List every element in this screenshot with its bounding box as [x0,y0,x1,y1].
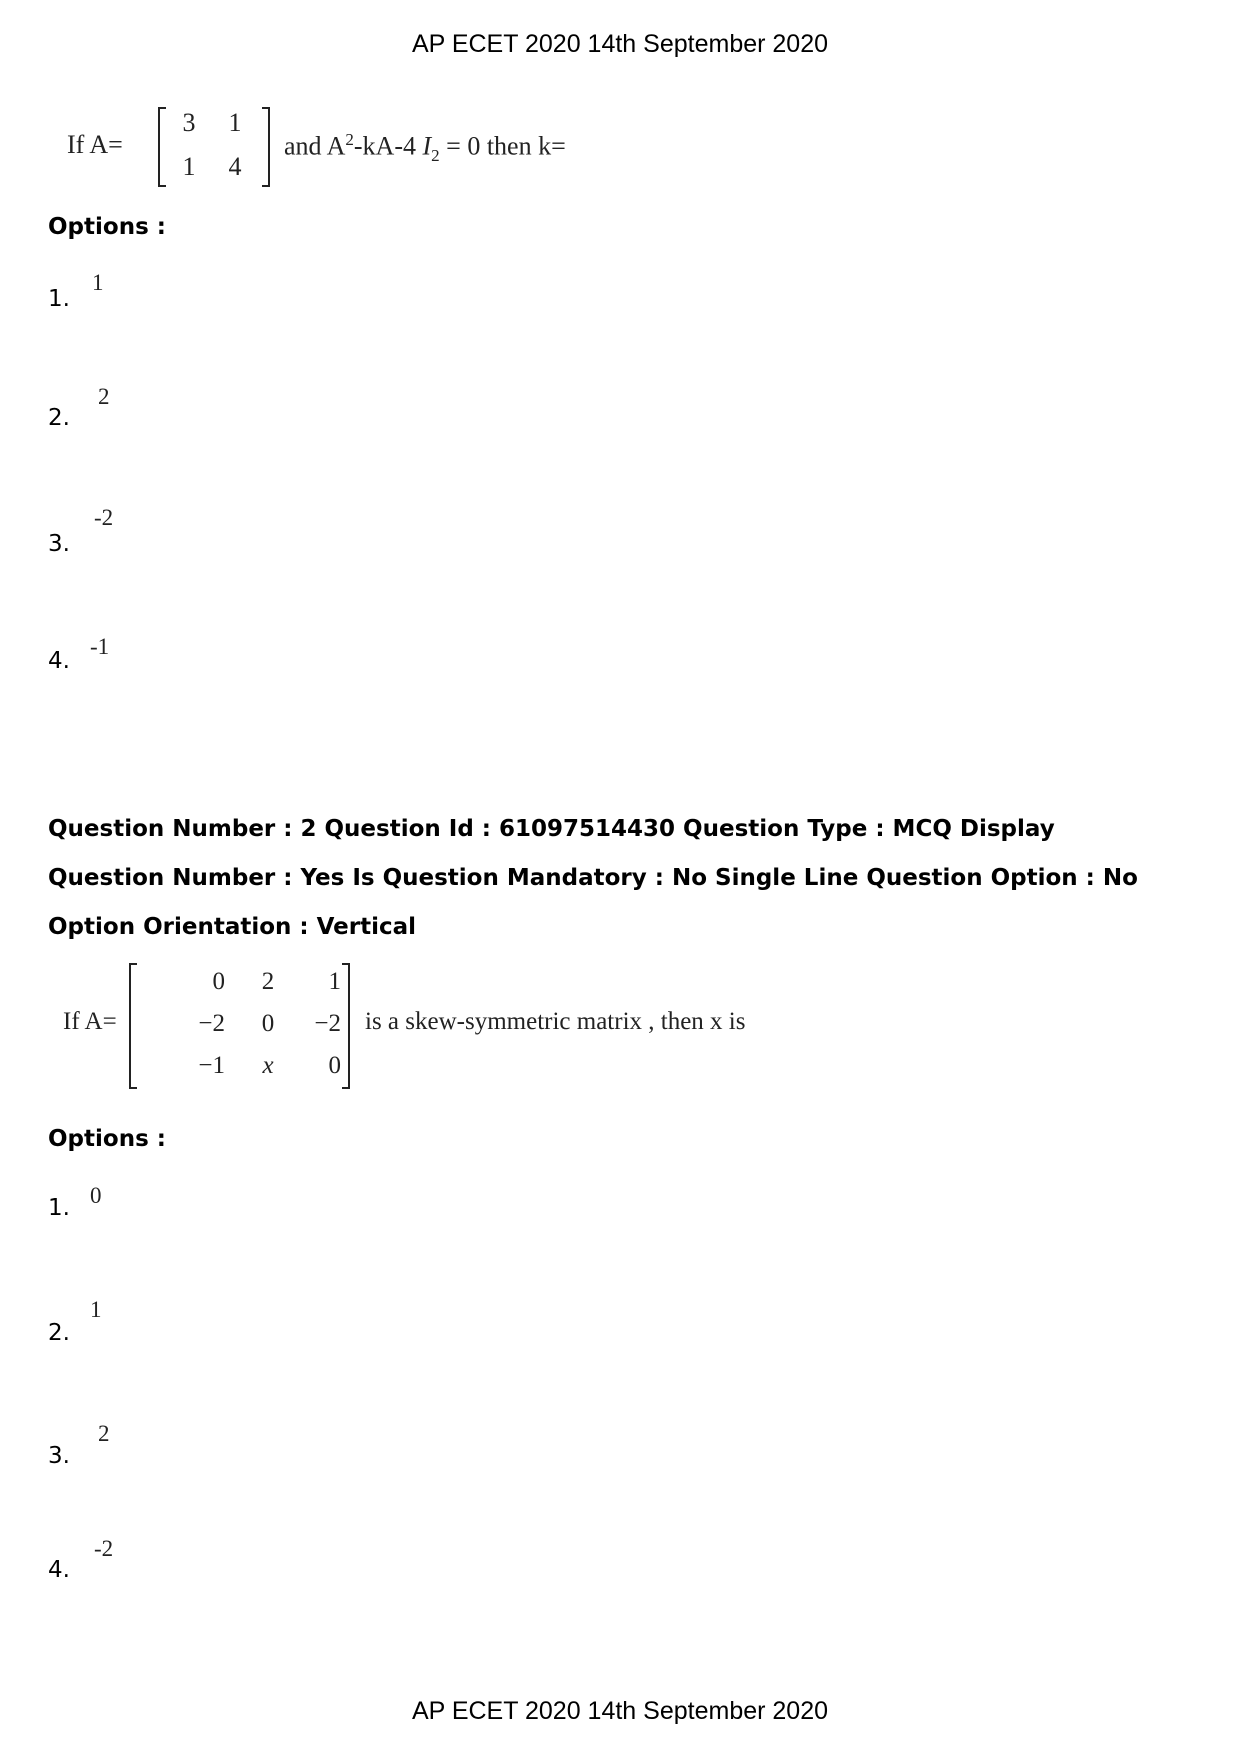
page-footer: AP ECET 2020 14th September 2020 [411,1697,829,1725]
option-value: -1 [90,634,110,659]
option-number: 2. [48,1320,70,1346]
q2-matrix-cell: 2 [261,968,275,995]
option-number: 1. [48,286,70,312]
q2-matrix [127,962,353,1090]
page-header: AP ECET 2020 14th September 2020 [411,30,829,58]
q1-matrix-cell: 4 [228,152,242,181]
option-value: -2 [94,505,114,530]
q2-matrix-cell: x [262,1052,274,1079]
q1-options-label: Options : [48,214,166,240]
q1-identity: I [422,131,432,161]
option-value: -2 [94,1536,114,1561]
option-value: 0 [90,1183,102,1208]
option-number: 2. [48,405,70,431]
q1-matrix [157,106,273,188]
q2-options-label: Options : [48,1126,166,1152]
q1-exponent: 2 [345,130,354,149]
q2-lead: If A= [63,1008,117,1035]
q1-matrix-cell: 1 [182,152,196,181]
option-number: 3. [48,1443,70,1469]
option-number: 3. [48,531,70,557]
q1-matrix-cell: 3 [182,108,196,137]
option-number: 4. [48,648,70,674]
q1-expression [284,130,566,166]
q2-matrix-cell: 0 [261,1010,275,1037]
q1-lead: If A= [67,130,123,159]
option-number: 1. [48,1195,70,1221]
option-value: 1 [92,270,104,295]
q2-matrix-cell: −2 [198,1010,225,1037]
question-2-meta: Question Number : 2 Question Id : 61097514430 Question Type : MCQ Display Question Number : Yes Is Question Mandatory : No Single Line Question Option : No Option Orientation : Vertical [48,816,1138,940]
q2-matrix-cell: −2 [314,1010,341,1037]
q2-matrix-cell: 0 [212,968,225,995]
option-value: 2 [98,384,110,409]
q1-mid: -kA-4 [353,131,416,161]
q2-tail: is a skew-symmetric matrix , then x is [365,1008,746,1035]
question-1-formula [67,100,667,195]
option-number: 4. [48,1557,70,1583]
q2-matrix-cell: 1 [328,968,341,995]
q1-tail: = 0 then k= [446,131,566,161]
q1-identity-sub: 2 [431,145,440,165]
q1-matrix-cell: 1 [228,108,242,137]
question-2-formula [63,962,783,1092]
q1-after-matrix: and A [284,131,346,161]
q2-matrix-cell: 0 [328,1052,341,1079]
option-value: 1 [90,1297,102,1322]
q2-matrix-cell: −1 [198,1052,225,1079]
option-value: 2 [98,1421,110,1446]
